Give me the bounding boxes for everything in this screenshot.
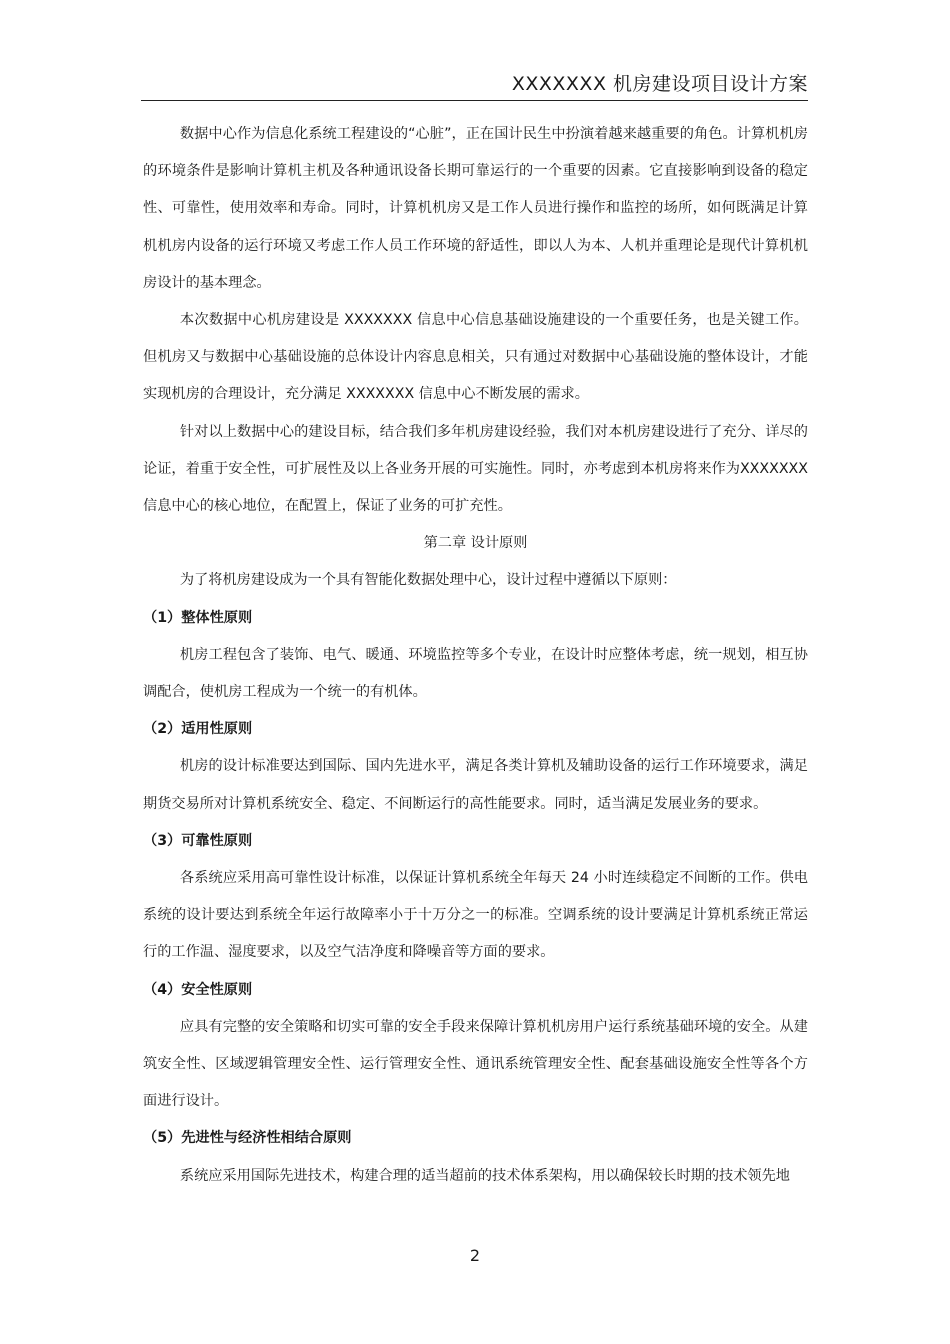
section-text-reliability: 各系统应采用高可靠性设计标准，以保证计算机系统全年每天 24 小时连续稳定不间断的工作。供电系统的设计要达到系统全年运行故障率小于十万分之一的标准。空调系统的设计要满足计算机系统正常运行的工作温、湿度要求，以及空气洁净度和降噪音等方面的要求。 (143, 870, 808, 961)
section-heading-integrity: （1）整体性原则 (143, 609, 253, 626)
chapter-intro: 为了将机房建设成为一个具有智能化数据处理中心，设计过程中遵循以下原则： (179, 572, 677, 589)
section-text-applicability: 机房的设计标准要达到国际、国内先进水平，满足各类计算机及辅助设备的运行工作环境要求，满足期货交易所对计算机系统安全、稳定、不间断运行的高性能要求。同时，适当满足发展业务的要求。 (143, 758, 808, 812)
chapter-title: 第二章 设计原则 (423, 535, 528, 552)
page-body (143, 116, 808, 1195)
page-number: 2 (469, 1246, 481, 1265)
intro-paragraph-3: 针对以上数据中心的建设目标，结合我们多年机房建设经验，我们对本机房建设进行了充分、详尽的论证，着重于安全性，可扩展性及以上各业务开展的可实施性。同时，亦考虑到本机房将来作为XXXXXXX 信息中心的核心地位，在配置上，保证了业务的可扩充性。 (143, 423, 808, 515)
intro-paragraph-1: 数据中心作为信息化系统工程建设的“心脏”，正在国计民生中扮演着越来越重要的角色。计算机机房的环境条件是影响计算机主机及各种通讯设备长期可靠运行的一个重要的因素。它直接影响到设备的稳定性、可靠性，使用效率和寿命。同时，计算机机房又是工作人员进行操作和监控的场所，如何既满足计算机机房内设备的运行环境又考虑工作人员工作环境的舒适性，即以人为本、人机并重理论是现代计算机机房设计的基本理念。 (143, 126, 808, 291)
section-text-security: 应具有完整的安全策略和切实可靠的安全手段来保障计算机机房用户运行系统基础环境的安全。从建筑安全性、区域逻辑管理安全性、运行管理安全性、通讯系统管理安全性、配套基础设施安全性等各个方面进行设计。 (143, 1018, 808, 1110)
section-text-integrity: 机房工程包含了装饰、电气、暖通、环境监控等多个专业，在设计时应整体考虑，统一规划，相互协调配合，使机房工程成为一个统一的有机体。 (143, 646, 808, 701)
section-heading-security: （4）安全性原则 (143, 981, 253, 998)
intro-paragraph-2: 本次数据中心机房建设是 XXXXXXX 信息中心信息基础设施建设的一个重要任务，也是关键工作。但机房又与数据中心基础设施的总体设计内容息息相关，只有通过对数据中心基础设施的整体设计，才能实现机房的合理设计，充分满足 XXXXXXX 信息中心不断发展的需求。 (143, 312, 808, 403)
section-text-advanced-economy: 系统应采用国际先进技术，构建合理的适当超前的技术体系架构，用以确保较长时期的技术领先地 (179, 1167, 790, 1184)
section-heading-reliability: （3）可靠性原则 (143, 832, 253, 849)
page-header-title: XXXXXXX 机房建设项目设计方案 (511, 73, 808, 95)
section-heading-advanced-economy: （5）先进性与经济性相结合原则 (143, 1130, 352, 1147)
section-heading-applicability: （2）适用性原则 (143, 721, 253, 738)
header-rule (141, 100, 808, 101)
